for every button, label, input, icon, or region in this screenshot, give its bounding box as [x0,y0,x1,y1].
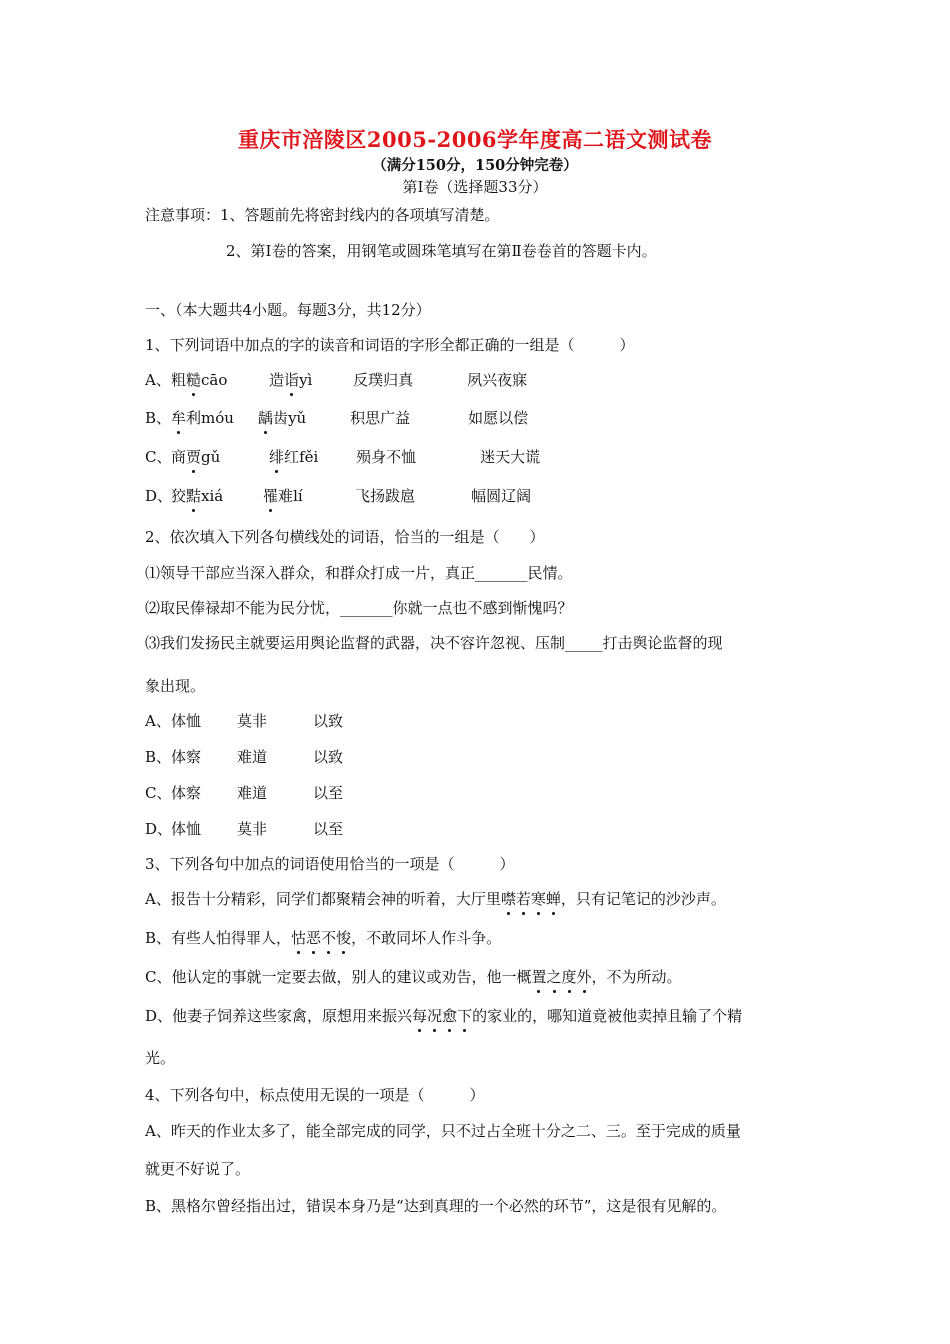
dotted-phrase [412,1007,472,1025]
exam-title: 重庆市涪陵区2005-2006学年度高二语文测试卷 [237,127,713,152]
dotted-char: 糙 [186,371,202,389]
dotted-char: 若 [515,890,531,908]
dotted-char: 悛 [336,929,352,947]
sentence-text: C、他认定的事就一定要去做，别人的建议或劝告，他一概 [145,968,532,986]
pinyin: yì [299,371,313,389]
question-4-option-a-cont: 就更不好说了。 [145,1160,251,1178]
question-2-sentence-1: ⑴领导干部应当深入群众，和群众打成一片，真正_______民情。 [145,564,573,582]
question-2-option-b [145,747,343,767]
sentence-text: ，只有记笔记的沙沙声。 [560,890,726,908]
question-1-option-d [145,486,531,506]
option-label: B、 [145,748,172,766]
question-2-sentence-3: ⑶我们发扬民主就要运用舆论监督的武器，决不容许忽视、压制_____打击舆论监督的现 [145,634,723,652]
question-2-sentence-2: ⑵取民俸禄却不能为民分忧，_______你就一点也不感到惭愧吗？ [145,599,573,617]
question-4-option-a: A、昨天的作业太多了，能全部完成的同学，只不过占全班十分之二、三。至于完成的质量 [145,1122,741,1140]
pinyin: xiá [201,487,224,505]
question-1-option-a [145,370,527,390]
option-label: C、 [145,448,172,466]
question-4-stem: 4、下列各句中，标点使用无误的一项是（ ） [145,1086,485,1104]
dotted-phrase [291,929,351,947]
option-word: 红 [284,448,300,466]
option-word: 以至 [313,784,344,802]
option-label: D、 [145,487,173,505]
dotted-char: 恶 [306,929,322,947]
dotted-phrase [501,890,561,908]
question-2-option-c [145,783,343,803]
option-word: 夙兴夜寐 [467,371,528,389]
dotted-char: 度 [561,968,577,986]
option-word: 体恤 [171,712,202,730]
option-word: 以至 [313,820,344,838]
option-word: 幅圆辽阔 [471,487,532,505]
dotted-char: 置 [531,968,547,986]
dotted-phrase [531,968,591,986]
sentence-text: A、报告十分精彩，同学们都聚精会神的听着，大厅里 [145,890,501,908]
sentence-text: ，不敢同坏人作斗争。 [351,929,502,947]
question-1-option-b [145,408,528,428]
question-1-option-c [145,447,540,467]
question-3-stem: 3、下列各句中加点的词语使用恰当的一项是（ ） [145,855,515,873]
notice-item-2: 2、第Ⅰ卷的答案，用钢笔或圆珠笔填写在第Ⅱ卷卷首的答题卡内。 [226,242,657,260]
question-3-option-c [145,967,682,987]
option-label: C、 [145,784,172,802]
sentence-text: B、有些人怕得罪人， [145,929,292,947]
pinyin: lí [293,487,303,505]
option-word: 如愿以偿 [468,409,529,427]
option-word: 粗 [171,371,187,389]
question-3-option-d [145,1006,742,1026]
exam-subtitle: （满分150分，150分钟完卷） [372,157,578,174]
sentence-text: 的家业的，哪知道竟被他卖掉且输了个精 [472,1007,743,1025]
option-word: 飞扬跋扈 [355,487,416,505]
question-4-option-b: B、黑格尔曾经指出过，错误本身乃是“达到真理的一个必然的环节”，这是很有见解的。 [145,1197,727,1215]
option-word: 造 [269,371,285,389]
question-1-stem: 1、下列词语中加点的字的读音和词语的字形全都正确的一组是（ ） [145,336,635,354]
option-word: 利 [186,409,202,427]
question-2-sentence-3-cont: 象出现。 [145,677,206,695]
sentence-text: D、他妻子饲养这些家禽，原想用来振兴 [145,1007,413,1025]
option-word: 以致 [313,712,344,730]
option-word: 体察 [171,748,202,766]
question-3-option-b [145,928,501,948]
option-label: A、 [145,371,171,389]
dotted-char: 不 [321,929,337,947]
option-word: 体察 [171,784,202,802]
part-one-heading: 一、（本大题共4小题。每题3分，共12分） [145,301,431,319]
option-word: 体恤 [171,820,202,838]
pinyin: cāo [201,371,228,389]
dotted-char: 每 [412,1007,428,1025]
dotted-char: 贾 [186,448,202,466]
question-2-option-a [145,711,343,731]
dotted-char: 绯 [269,448,285,466]
dotted-char: 之 [546,968,562,986]
option-word: 以致 [313,748,344,766]
option-label: D、 [145,820,173,838]
option-label: B、 [145,409,172,427]
question-3-option-a [145,889,726,909]
option-word: 莫非 [237,820,268,838]
option-word: 迷天大谎 [480,448,541,466]
dotted-char: 龋 [258,409,274,427]
option-label: A、 [145,712,171,730]
dotted-char: 噤 [500,890,516,908]
dotted-char: 蝉 [545,890,561,908]
option-word: 积思广益 [350,409,411,427]
pinyin: yǔ [288,409,307,427]
option-word: 殒身不恤 [356,448,417,466]
dotted-char: 诣 [284,371,300,389]
question-2-stem: 2、依次填入下列各句横线处的词语，恰当的一组是（ ） [145,528,545,546]
option-word: 难 [278,487,294,505]
section-heading: 第Ⅰ卷（选择题33分） [402,178,548,196]
dotted-char: 寒 [530,890,546,908]
dotted-char: 罹 [263,487,279,505]
option-word: 商 [171,448,187,466]
dotted-char: 外 [576,968,592,986]
pinyin: móu [201,409,234,427]
option-word: 难道 [237,748,268,766]
dotted-char: 怙 [291,929,307,947]
option-word: 齿 [273,409,289,427]
dotted-char: 下 [457,1007,473,1025]
dotted-char: 牟 [171,409,187,427]
option-word: 莫非 [237,712,268,730]
option-word: 反璞归真 [353,371,414,389]
option-word: 难道 [237,784,268,802]
pinyin: fěi [299,448,319,466]
dotted-char: 况 [427,1007,443,1025]
notice-item-1: 注意事项：1、答题前先将密封线内的各项填写清楚。 [145,206,500,224]
question-2-option-d [145,819,343,839]
question-3-option-d-cont: 光。 [145,1049,176,1067]
pinyin: gǔ [201,448,221,466]
dotted-char: 黠 [186,487,202,505]
dotted-char: 愈 [442,1007,458,1025]
sentence-text: ，不为所动。 [591,968,682,986]
option-word: 狡 [171,487,187,505]
